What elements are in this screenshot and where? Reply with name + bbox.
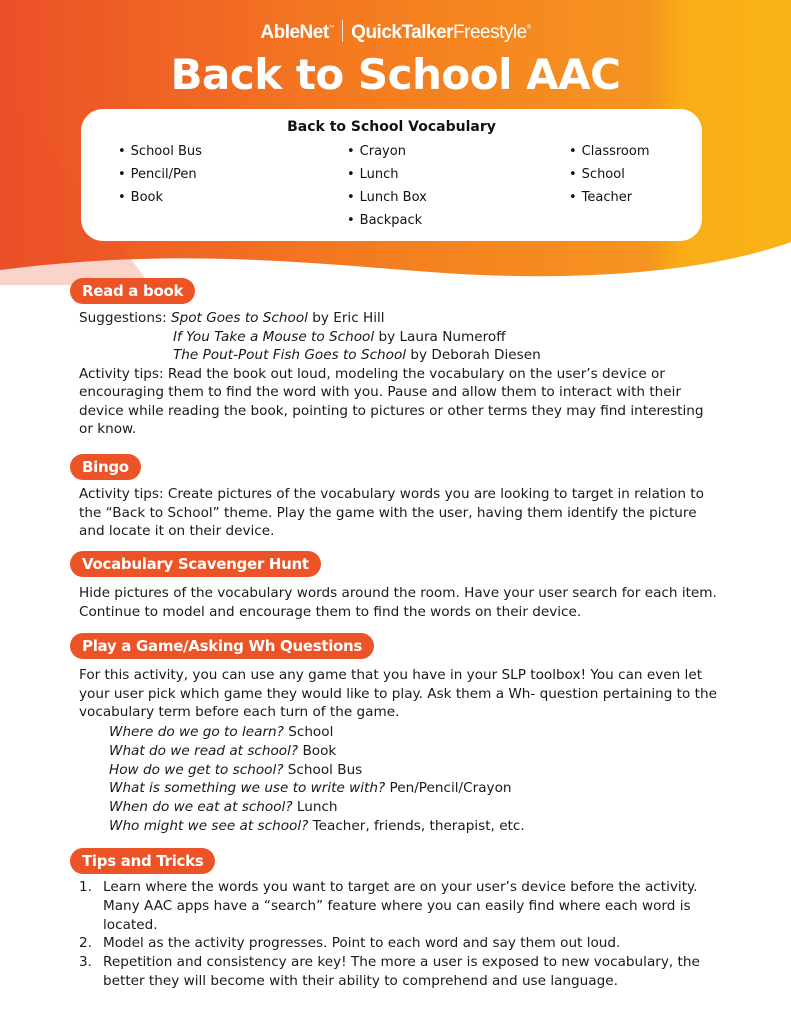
- suggestions-label: Suggestions:: [79, 310, 167, 326]
- answer: Book: [298, 742, 337, 759]
- question: When do we eat at school?: [109, 799, 293, 816]
- page-title: Back to School AAC: [170, 50, 621, 99]
- vocabulary-item: • School: [569, 166, 650, 189]
- question: Where do we go to learn?: [109, 724, 284, 740]
- vocabulary-column-2: [347, 143, 427, 235]
- tip-number: 3.: [79, 954, 92, 971]
- tip-item: [79, 953, 719, 991]
- wh-questions-text: For this activity, you can use any game that you have in your SLP toolbox! You can even let your user pick which game they would like to play. Ask them a Wh- question pertaining to the vocabulary term before each turn of the game.: [79, 667, 717, 720]
- bingo-activity-tips: Activity tips: Create pictures of the vocabulary words you are looking to target in relation to the “Back to School” theme. Play the game with the user, having them identify the picture and locate it on their device.: [79, 486, 704, 539]
- tip-number: 1.: [79, 879, 92, 895]
- book-suggestion: [79, 309, 719, 328]
- answer: School Bus: [283, 761, 363, 778]
- vocabulary-item: • School Bus: [118, 143, 202, 166]
- activity-tips: Activity tips: Read the book out loud, modeling the vocabulary on the user’s device or encouraging them to find the word with you. Pause and allow them to interact with their device while reading the book, pointing to pictures or other terms they may find interesting or know.: [79, 365, 704, 437]
- answer: School: [283, 724, 334, 740]
- section-heading-scavenger-hunt: Vocabulary Scavenger Hunt: [70, 551, 321, 577]
- vocabulary-item: • Classroom: [569, 143, 650, 166]
- section-heading-tips-and-tricks: Tips and Tricks: [70, 848, 215, 874]
- book-author: by Laura Numeroff: [374, 328, 506, 345]
- vocabulary-item: • Backpack: [347, 212, 427, 235]
- ablenet-logo: AbleNet: [260, 22, 329, 43]
- book-author: by Eric Hill: [307, 310, 385, 326]
- book-title: Spot Goes to School: [170, 310, 308, 326]
- question: Who might we see at school?: [109, 817, 309, 834]
- vocabulary-item: • Teacher: [569, 189, 650, 212]
- tip-text: Model as the activity progresses. Point to each word and say them out loud.: [103, 935, 621, 952]
- question: How do we get to school?: [109, 761, 284, 778]
- tip-text: Repetition and consistency are key! The more a user is exposed to new vocabulary, the better they will become with their ability to comprehend and use language.: [103, 954, 700, 989]
- wh-question: [109, 779, 525, 798]
- brand-logo: AbleNet™ QuickTalkerFreestyle®: [260, 22, 531, 43]
- vocabulary-item: • Book: [118, 189, 202, 212]
- product-name-light: Freestyle: [453, 22, 527, 43]
- vocabulary-heading: Back to School Vocabulary: [287, 119, 496, 135]
- logo-divider: [342, 20, 343, 42]
- question: What do we read at school?: [109, 742, 299, 759]
- book-author: by Deborah Diesen: [406, 347, 541, 363]
- section-heading-bingo: Bingo: [70, 454, 141, 480]
- wh-question: [109, 723, 525, 742]
- wh-question: [109, 742, 525, 761]
- vocabulary-item: • Crayon: [347, 143, 427, 166]
- vocabulary-column-1: [118, 143, 202, 212]
- book-title: If You Take a Mouse to School: [173, 328, 375, 345]
- read-a-book-content: [79, 309, 719, 439]
- tip-text: Learn where the words you want to target are on your user’s device before the activity. Many AAC apps have a “search” feature where you can easily find where each word is located.: [103, 879, 698, 933]
- book-suggestion: [79, 346, 719, 365]
- vocabulary-item: • Pencil/Pen: [118, 166, 202, 189]
- tip-item: [79, 878, 719, 934]
- product-name-bold: QuickTalker: [351, 22, 454, 43]
- vocabulary-item: • Lunch Box: [347, 189, 427, 212]
- wh-question-list: [109, 723, 525, 836]
- wh-question: [109, 798, 525, 817]
- vocabulary-item: • Lunch: [347, 166, 427, 189]
- vocabulary-card: [81, 109, 702, 241]
- wh-question: [109, 761, 525, 780]
- question: What is something we use to write with?: [109, 780, 386, 797]
- book-title: The Pout-Pout Fish Goes to School: [173, 347, 407, 363]
- book-suggestion: [79, 328, 719, 347]
- tips-list: [79, 878, 719, 991]
- scavenger-hunt-text: Hide pictures of the vocabulary words around the room. Have your user search for each item. Continue to model and encourage them to find the words on their device.: [79, 585, 717, 620]
- vocabulary-column-3: [569, 143, 650, 212]
- answer: Lunch: [292, 799, 338, 816]
- header-banner: [0, 0, 791, 285]
- section-heading-read-a-book: Read a book: [70, 278, 195, 304]
- section-heading-wh-questions: Play a Game/Asking Wh Questions: [70, 633, 374, 659]
- answer: Teacher, friends, therapist, etc.: [308, 817, 525, 834]
- wh-question: [109, 817, 525, 836]
- tip-item: [79, 934, 719, 953]
- tip-number: 2.: [79, 935, 92, 952]
- answer: Pen/Pencil/Crayon: [385, 780, 512, 797]
